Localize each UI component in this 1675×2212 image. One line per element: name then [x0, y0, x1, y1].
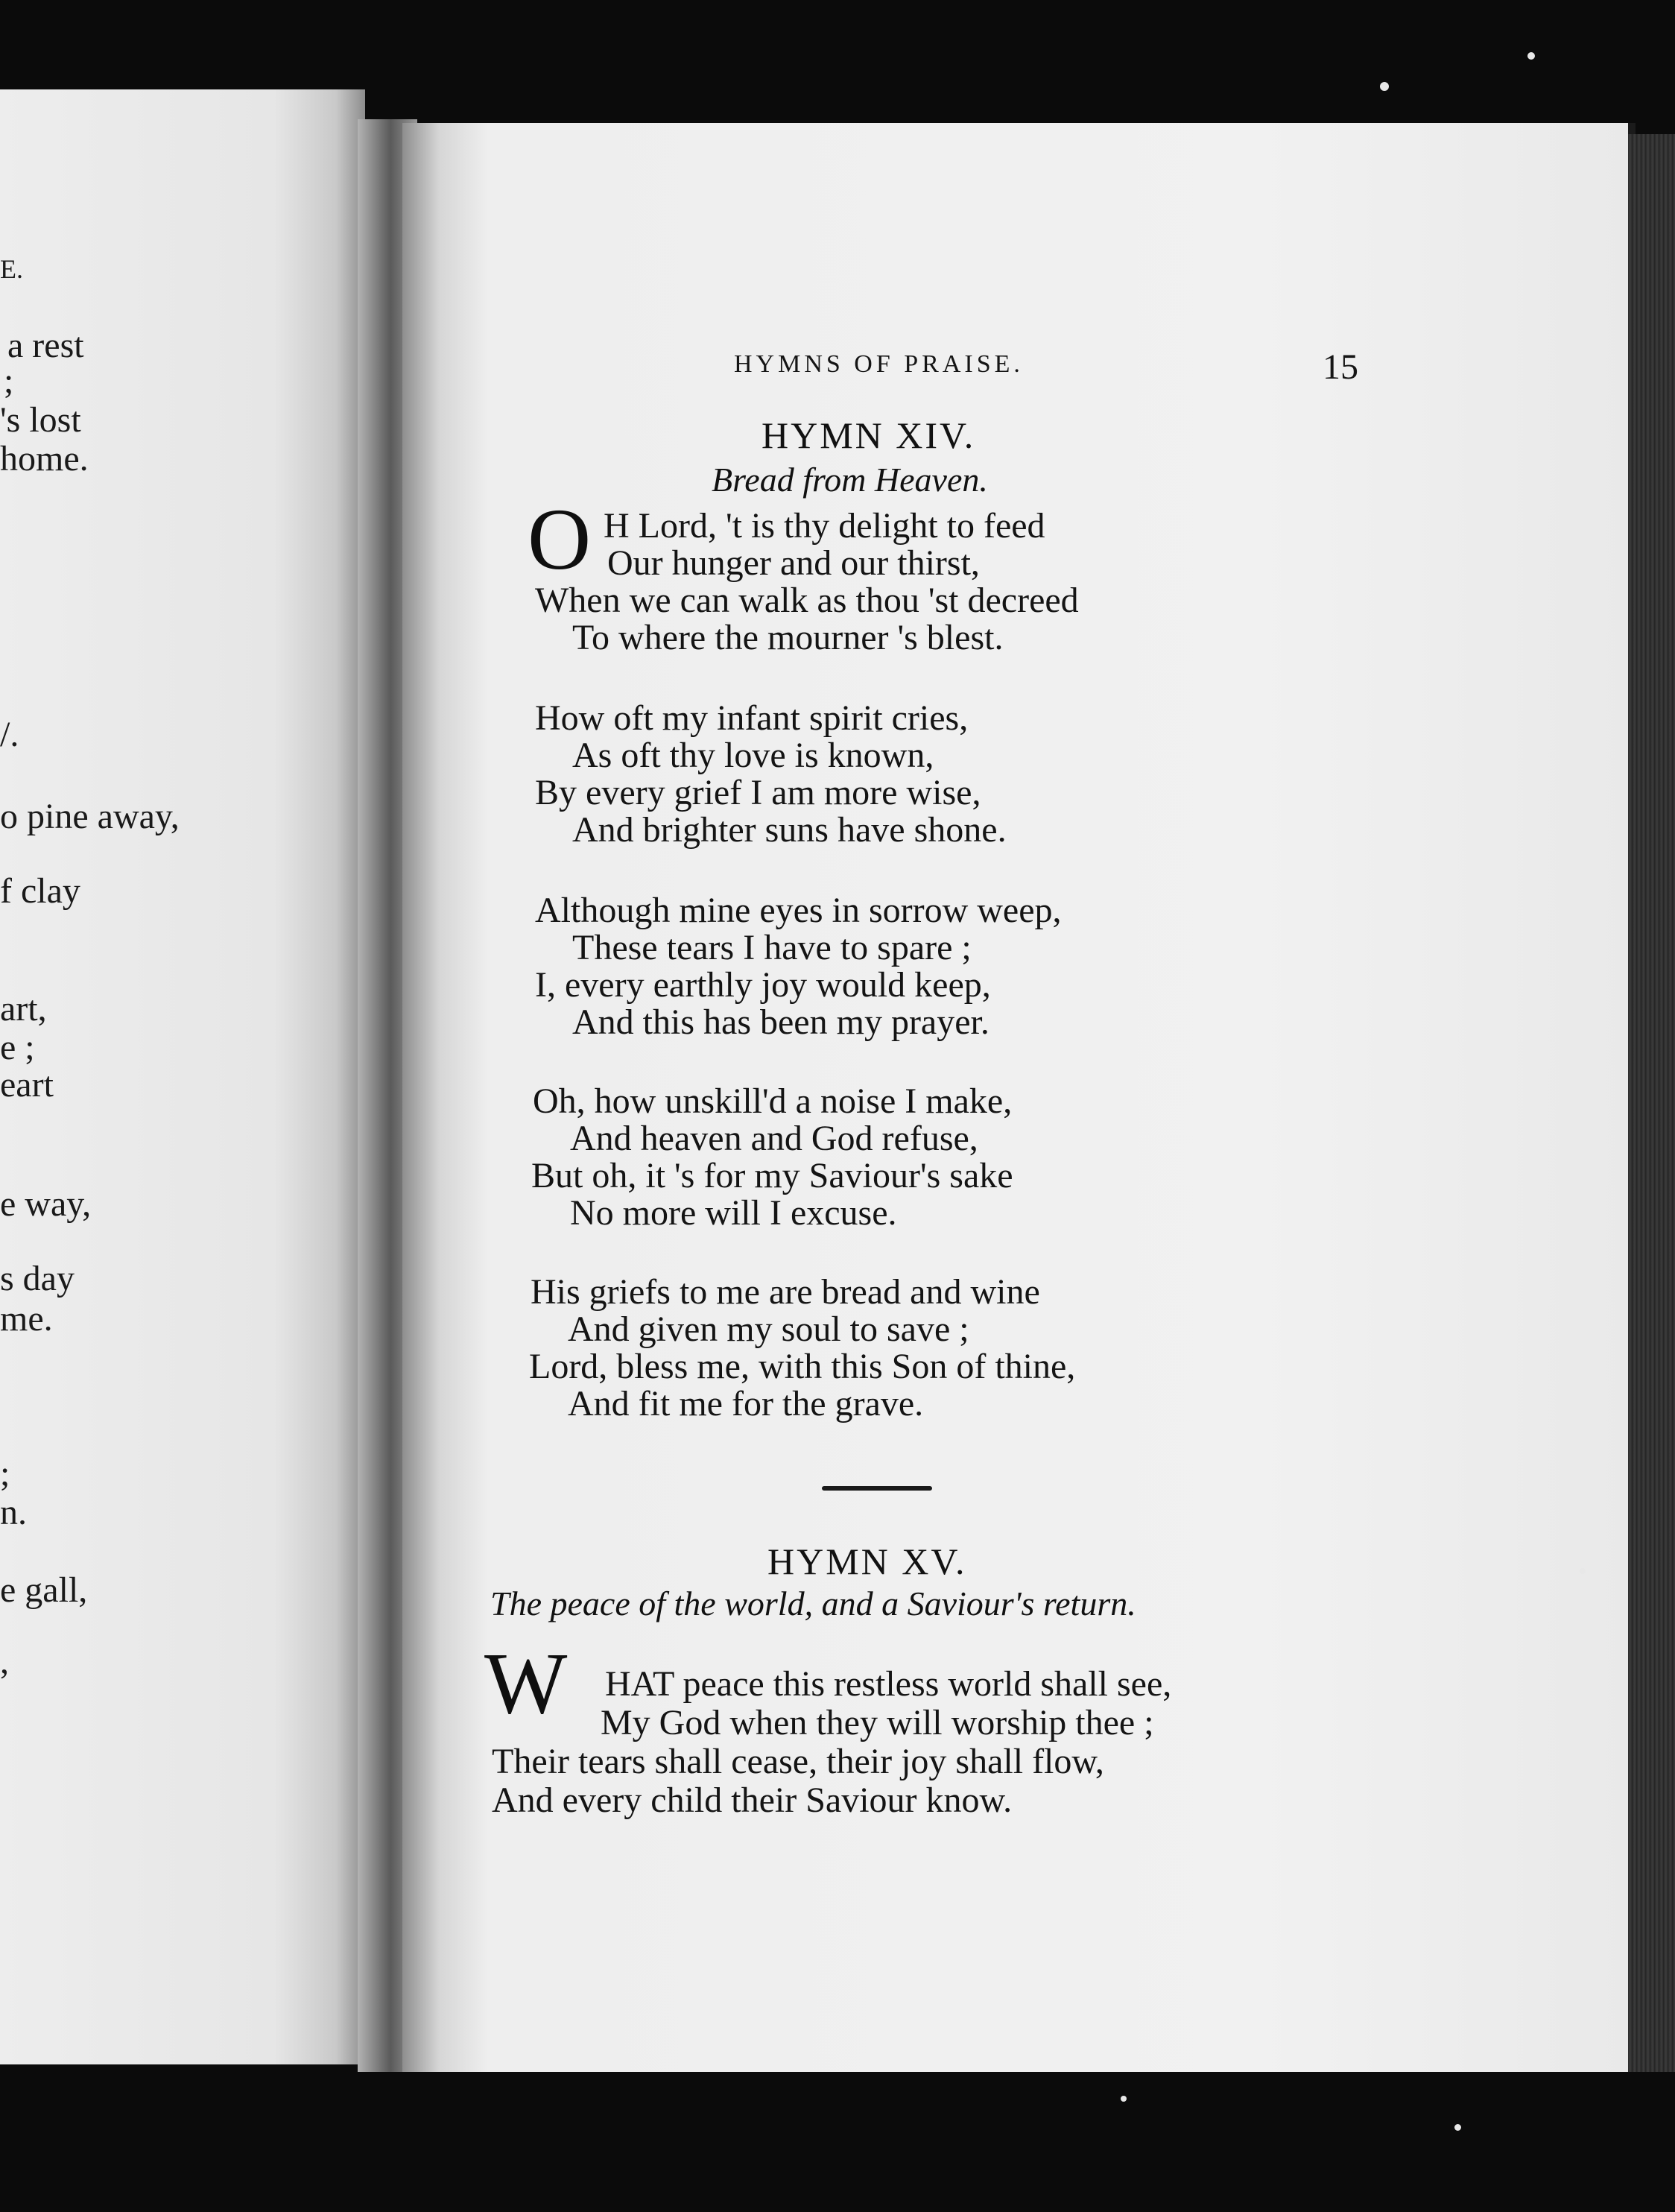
left-fragment: , — [0, 1642, 9, 1681]
left-fragment: me. — [0, 1299, 53, 1339]
verse-line: HAT peace this restless world shall see, — [605, 1664, 1172, 1704]
dust-speck — [1380, 82, 1389, 91]
hymn-title: HYMN XV. — [767, 1540, 967, 1582]
verse-line: By every grief I am more wise, — [535, 773, 981, 812]
left-fragment: s day — [0, 1259, 75, 1298]
left-fragment: n. — [0, 1493, 27, 1532]
dust-speck — [1454, 2124, 1461, 2131]
left-fragment: art, — [0, 989, 47, 1028]
verse-line: And this has been my prayer. — [572, 1002, 990, 1042]
dust-speck — [1121, 2096, 1127, 2102]
verse-line: Oh, how unskill'd a noise I make, — [533, 1081, 1013, 1121]
left-fragment: f clay — [0, 871, 80, 911]
left-fragment: ; — [4, 361, 14, 401]
verse-line: My God when they will worship thee ; — [601, 1703, 1154, 1742]
left-fragment: /. — [0, 715, 19, 754]
left-fragment: a rest — [7, 326, 84, 365]
verse-line: Lord, bless me, with this Son of thine, — [529, 1347, 1076, 1386]
verse-line: When we can walk as thou 'st decreed — [535, 581, 1079, 620]
verse-line: H Lord, 't is thy delight to feed — [604, 506, 1045, 546]
left-fragment: E. — [0, 254, 23, 284]
left-fragment: e ; — [0, 1028, 35, 1067]
left-fragment: home. — [0, 439, 89, 478]
section-divider — [822, 1486, 932, 1491]
page-edge — [1628, 134, 1675, 2072]
left-fragment: e way, — [0, 1184, 92, 1224]
verse-line: And heaven and God refuse, — [570, 1119, 978, 1158]
page-number: 15 — [1323, 347, 1358, 387]
verse-line: And fit me for the grave. — [568, 1384, 924, 1423]
verse-line: I, every earthly joy would keep, — [535, 965, 991, 1005]
dust-speck — [1527, 52, 1535, 60]
verse-line: His griefs to me are bread and wine — [531, 1272, 1040, 1312]
hymn-title: HYMN XIV. — [761, 414, 976, 456]
hymn-subtitle: Bread from Heaven. — [712, 461, 988, 499]
verse-line: But oh, it 's for my Saviour's sake — [531, 1156, 1013, 1195]
drop-cap: O — [528, 490, 592, 588]
dust-speck — [1580, 1568, 1586, 1574]
verse-line: How oft my infant spirit cries, — [535, 698, 969, 738]
verse-line: As oft thy love is known, — [572, 736, 934, 775]
left-fragment: o pine away, — [0, 797, 180, 836]
left-fragment: eart — [0, 1065, 54, 1105]
verse-line: Our hunger and our thirst, — [607, 543, 980, 583]
verse-line: No more will I excuse. — [570, 1193, 897, 1233]
hymn-subtitle: The peace of the world, and a Saviour's return. — [490, 1584, 1136, 1622]
verse-line: To where the mourner 's blest. — [572, 618, 1004, 657]
verse-line: Although mine eyes in sorrow weep, — [535, 891, 1062, 930]
left-fragment: ; — [0, 1454, 10, 1494]
drop-cap: W — [484, 1634, 568, 1732]
verse-line: Their tears shall cease, their joy shall flow, — [492, 1742, 1104, 1781]
running-head: HYMNS OF PRAISE. — [734, 350, 1024, 378]
left-page — [0, 89, 365, 2064]
verse-line: And every child their Saviour know. — [492, 1780, 1013, 1820]
left-fragment: 's lost — [0, 400, 81, 440]
verse-line: And given my soul to save ; — [568, 1309, 969, 1349]
verse-line: And brighter suns have shone. — [572, 810, 1007, 850]
left-fragment: e gall, — [0, 1570, 88, 1610]
verse-line: These tears I have to spare ; — [572, 928, 972, 967]
